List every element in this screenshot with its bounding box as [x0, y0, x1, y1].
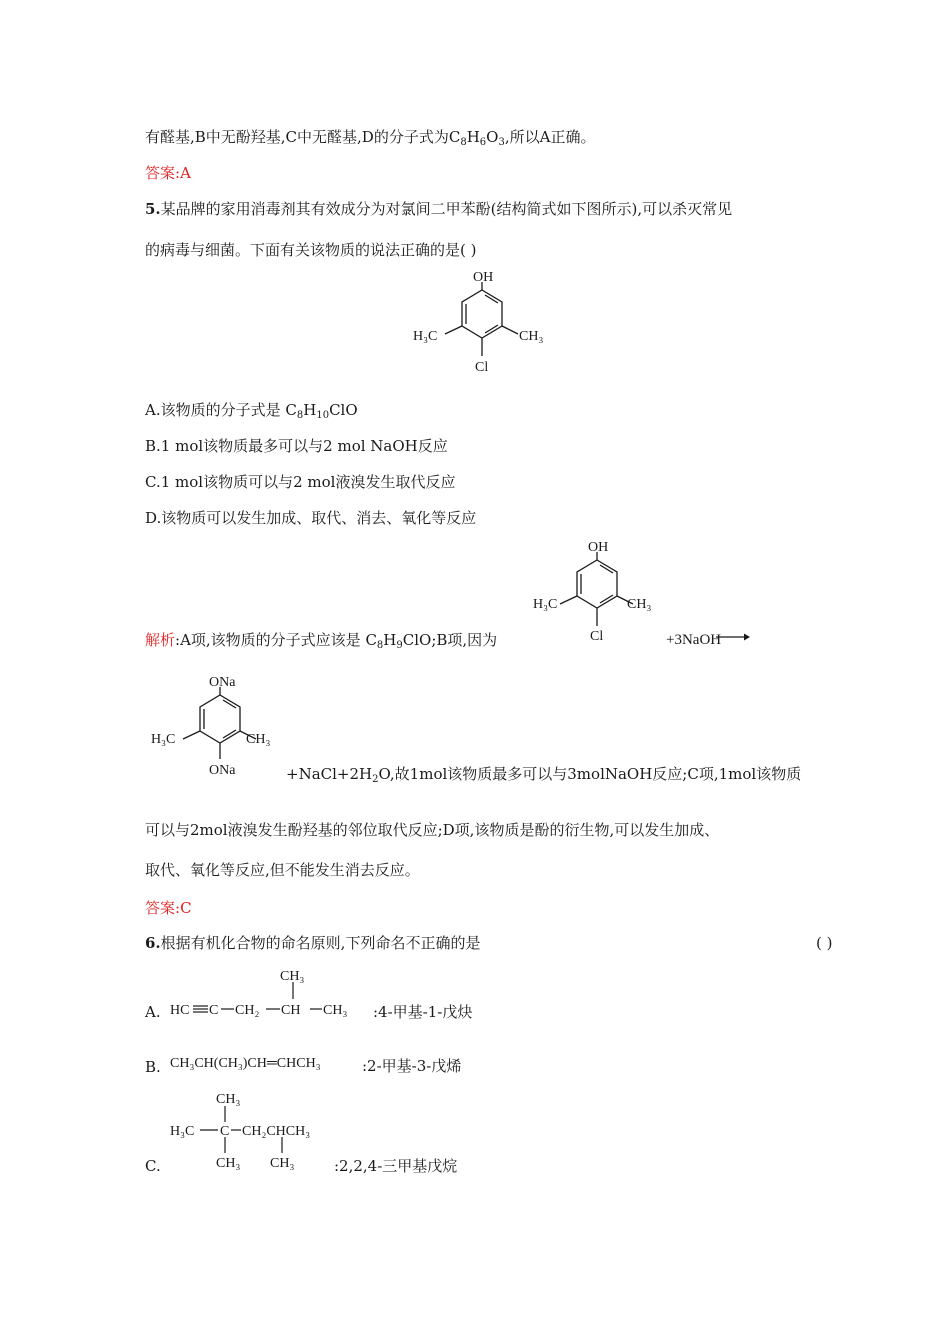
h3c-label: H₃C [170, 1124, 195, 1139]
q5-analysis-line3: 可以与2mol液溴发生酚羟基的邻位取代反应;D项,该物质是酚的衍生物,可以发生加成、 [145, 821, 720, 839]
q5-answer: 答案:C [145, 899, 192, 917]
ch3-label: CH₃ [519, 329, 544, 344]
q5-structure [405, 270, 555, 380]
ch2-label: CH₂ [235, 1003, 260, 1018]
ch3-label: CH₃ [627, 597, 652, 612]
c-label: C [209, 1003, 219, 1018]
ch3-label: CH₃ [216, 1156, 241, 1171]
reagent-naoh: +3NaOH [666, 632, 722, 648]
ch-label: CH [281, 1003, 301, 1018]
h3c-label: H₃C [533, 597, 558, 612]
c-label: C [220, 1124, 230, 1139]
q5-analysis-line1: 解析:A项,该物质的分子式应该是 $C_8H_9ClO;B$项,因为 [145, 631, 498, 651]
q5-analysis-line2: $+NaCl+2H_2O$,故1mol该物质最多可以与3molNaOH反应;C项,1mol该物质 [286, 765, 802, 785]
h3c-label: H₃C [413, 329, 438, 344]
ch2chch3-label: CH₂CHCH₃ [242, 1124, 311, 1139]
h3c-label: H₃C [151, 732, 176, 747]
q6-option-a-structure [170, 966, 380, 1026]
q6-option-a-label: A. [145, 1003, 161, 1021]
q5-option-d: D.该物质可以发生加成、取代、消去、氧化等反应 [145, 509, 477, 527]
ch3-label: CH₃ [270, 1156, 295, 1171]
oh-label: OH [588, 540, 609, 555]
q6-option-c-label: C. [145, 1157, 161, 1175]
q6-option-b-formula: CH₃CH(CH₃)CH═CHCH₃ [170, 1056, 321, 1071]
ch3-label: CH₃ [216, 1092, 241, 1107]
q5-analysis-line4: 取代、氧化等反应,但不能发生消去反应。 [145, 861, 420, 879]
q5-stem-line2: 的病毒与细菌。下面有关该物质的说法正确的是( ) [145, 241, 477, 259]
ch3-label: CH₃ [323, 1003, 348, 1018]
cl-label: Cl [475, 360, 489, 375]
reaction-arrow-icon [716, 632, 750, 642]
q6-option-a-name: :4-甲基-1-戊炔 [373, 1003, 473, 1021]
oh-label: OH [473, 270, 494, 285]
analysis-label: 解析 [145, 631, 176, 649]
q6-option-c-name: :2,2,4-三甲基戊烷 [334, 1157, 458, 1175]
q6-option-b-name: :2-甲基-3-戊烯 [362, 1057, 462, 1075]
q4-answer: 答案:A [145, 164, 191, 182]
q5-option-c: C.1 mol该物质可以与2 mol液溴发生取代反应 [145, 473, 456, 491]
q6-option-c-structure [170, 1085, 340, 1175]
q6-answer-paren: ( ) [816, 934, 833, 952]
q5-option-a: A.该物质的分子式是 $C_8H_{10}ClO$ [145, 401, 358, 421]
q6-stem: 6.根据有机化合物的命名原则,下列命名不正确的是 [145, 934, 481, 952]
analysis-product-structure [148, 675, 288, 785]
q6-option-b-label: B. [145, 1058, 161, 1076]
q6-number: 6. [145, 934, 161, 952]
ona-label: ONa [209, 763, 236, 778]
q5-number: 5. [145, 200, 161, 218]
q5-option-b: B.1 mol该物质最多可以与2 mol NaOH反应 [145, 437, 448, 455]
ch3-label: CH₃ [280, 969, 305, 984]
ona-label: ONa [209, 675, 236, 690]
ch3-label: CH₃ [246, 732, 271, 747]
analysis-reactant-structure [525, 540, 675, 650]
cl-label: Cl [590, 629, 604, 644]
q5-stem-line1: 5.某品牌的家用消毒剂其有效成分为对氯间二甲苯酚(结构简式如下图所示),可以杀灭常见 [145, 200, 733, 218]
hc-label: HC [170, 1003, 190, 1018]
q4-tail-text: 有醛基,B中无酚羟基,C中无醛基,D的分子式为$C_8H_6O_3$,所以A正确。 [145, 128, 596, 148]
